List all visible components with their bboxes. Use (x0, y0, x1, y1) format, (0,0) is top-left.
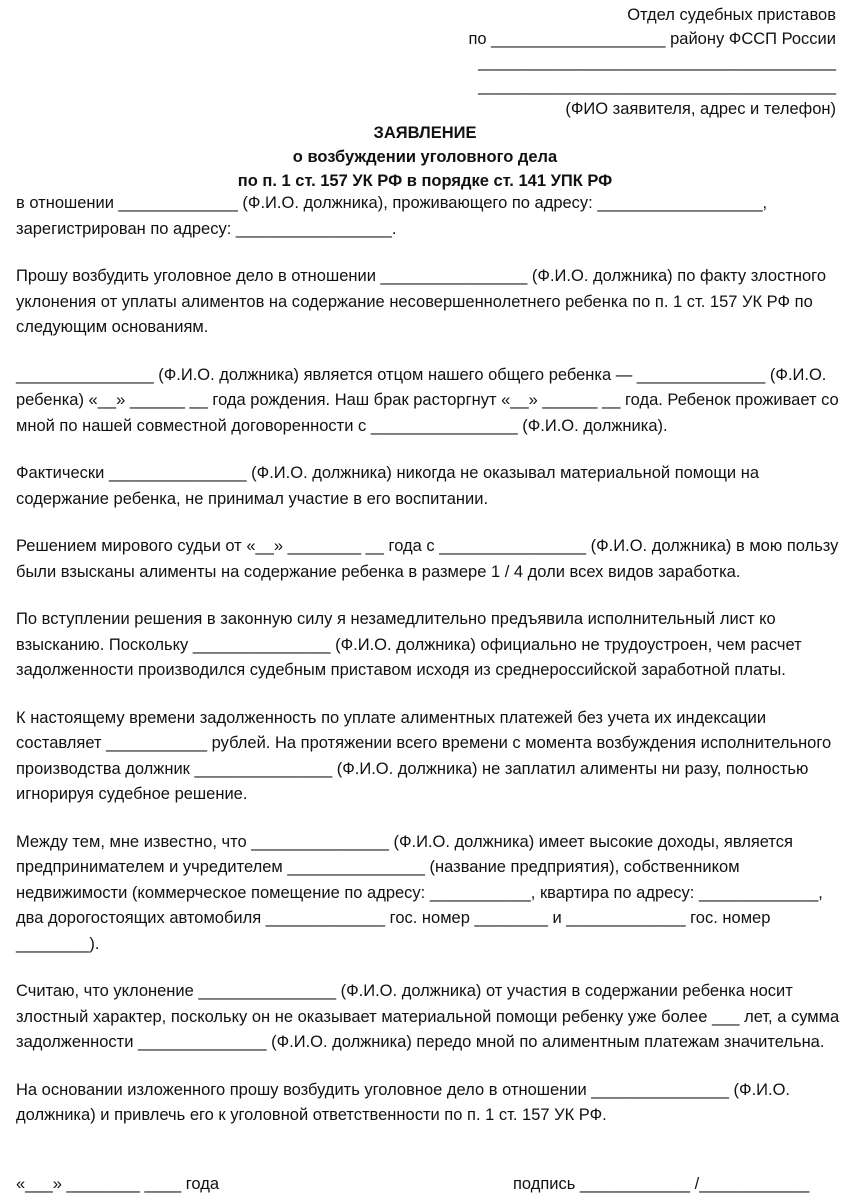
paragraph: в отношении _____________ (Ф.И.О. должника), проживающего по адресу: __________________, зарегистрирован по адресу: _________________. (16, 194, 768, 238)
signature-field: подпись ____________ /____________ (513, 1175, 810, 1193)
paragraph: К настоящему времени задолженность по уплате алиментных платежей без учета их индексации составляет ___________ рублей. На протяжении всего времени с момента возбуждения исполнительного производства должник _______________ (Ф.И.О. должника) не заплатил алименты ни разу, полностью игнорируя судебное решение. (16, 708, 832, 803)
document-title (0, 121, 850, 193)
addressee-line: Отдел судебных приставов (627, 6, 836, 24)
paragraph: _______________ (Ф.И.О. должника) является отцом нашего общего ребенка — ______________ (Ф.И.О. ребенка) «__» ______ __ года рождения. Наш брак расторгнут «__» ______ __ года. Ребенок проживает со мной по нашей совместной договоренности с ________________ (Ф.И.О. должника). (16, 365, 839, 435)
paragraph: На основании изложенного прошу возбудить уголовное дело в отношении _______________ (Ф.И.О. должника) и привлечь его к уголовной ответственности по п. 1 ст. 157 УК РФ. (16, 1080, 791, 1124)
date-field: «___» ________ ____ года (16, 1175, 220, 1193)
paragraph: По вступлении решения в законную силу я незамедлительно предъявила исполнительный лист ко взысканию. Поскольку _______________ (Ф.И.О. должника) официально не трудоустроен, чем расчет задолженности производился судебным приставом исходя из среднероссийской заработной платы. (16, 610, 802, 679)
addressee-line: _______________________________________ (478, 76, 836, 95)
paragraph: Решением мирового судьи от «__» ________ __ года с ________________ (Ф.И.О. должника) в мою пользу были взысканы алименты на содержание ребенка в размере 1 / 4 доли всех видов заработка. (16, 537, 839, 581)
addressee-line: по ___________________ району ФССП России (468, 29, 836, 48)
title-legal-basis: по п. 1 ст. 157 УК РФ в порядке ст. 141 УПК РФ (237, 172, 613, 190)
addressee-line: _______________________________________ (478, 53, 836, 71)
title-heading: ЗАЯВЛЕНИЕ (373, 124, 477, 142)
addressee-block (436, 4, 836, 122)
paragraph: Прошу возбудить уголовное дело в отношении ________________ (Ф.И.О. должника) по факту злостного уклонения от уплаты алиментов на содержание несовершеннолетнего ребенка по п. 1 ст. 157 УК РФ по следующим основаниям. (16, 267, 826, 336)
title-subject: о возбуждении уголовного дела (292, 148, 558, 166)
applicant-info-line: (ФИО заявителя, адрес и телефон) (565, 100, 836, 118)
paragraph: Фактически _______________ (Ф.И.О. должника) никогда не оказывал материальной помощи на содержание ребенка, не принимал участие в его воспитании. (16, 464, 759, 508)
document-body (16, 191, 840, 1151)
paragraph: Между тем, мне известно, что _______________ (Ф.И.О. должника) имеет высокие доходы, является предпринимателем и учредителем _______________ (название предприятия), собственником недвижимости (коммерческое помещение по адресу: ___________, квартира по адресу: _____________, два дорогостоящих автомобиля _____________ гос. номер ________ и _____________ гос. номер ________). (16, 832, 823, 953)
paragraph: Считаю, что уклонение _______________ (Ф.И.О. должника) от участия в содержании ребенка носит злостный характер, поскольку он не оказывает материальной помощи ребенку уже более ___ лет, а сумма задолженности ______________ (Ф.И.О. должника) передо мной по алиментным платежам значительна. (16, 982, 840, 1051)
